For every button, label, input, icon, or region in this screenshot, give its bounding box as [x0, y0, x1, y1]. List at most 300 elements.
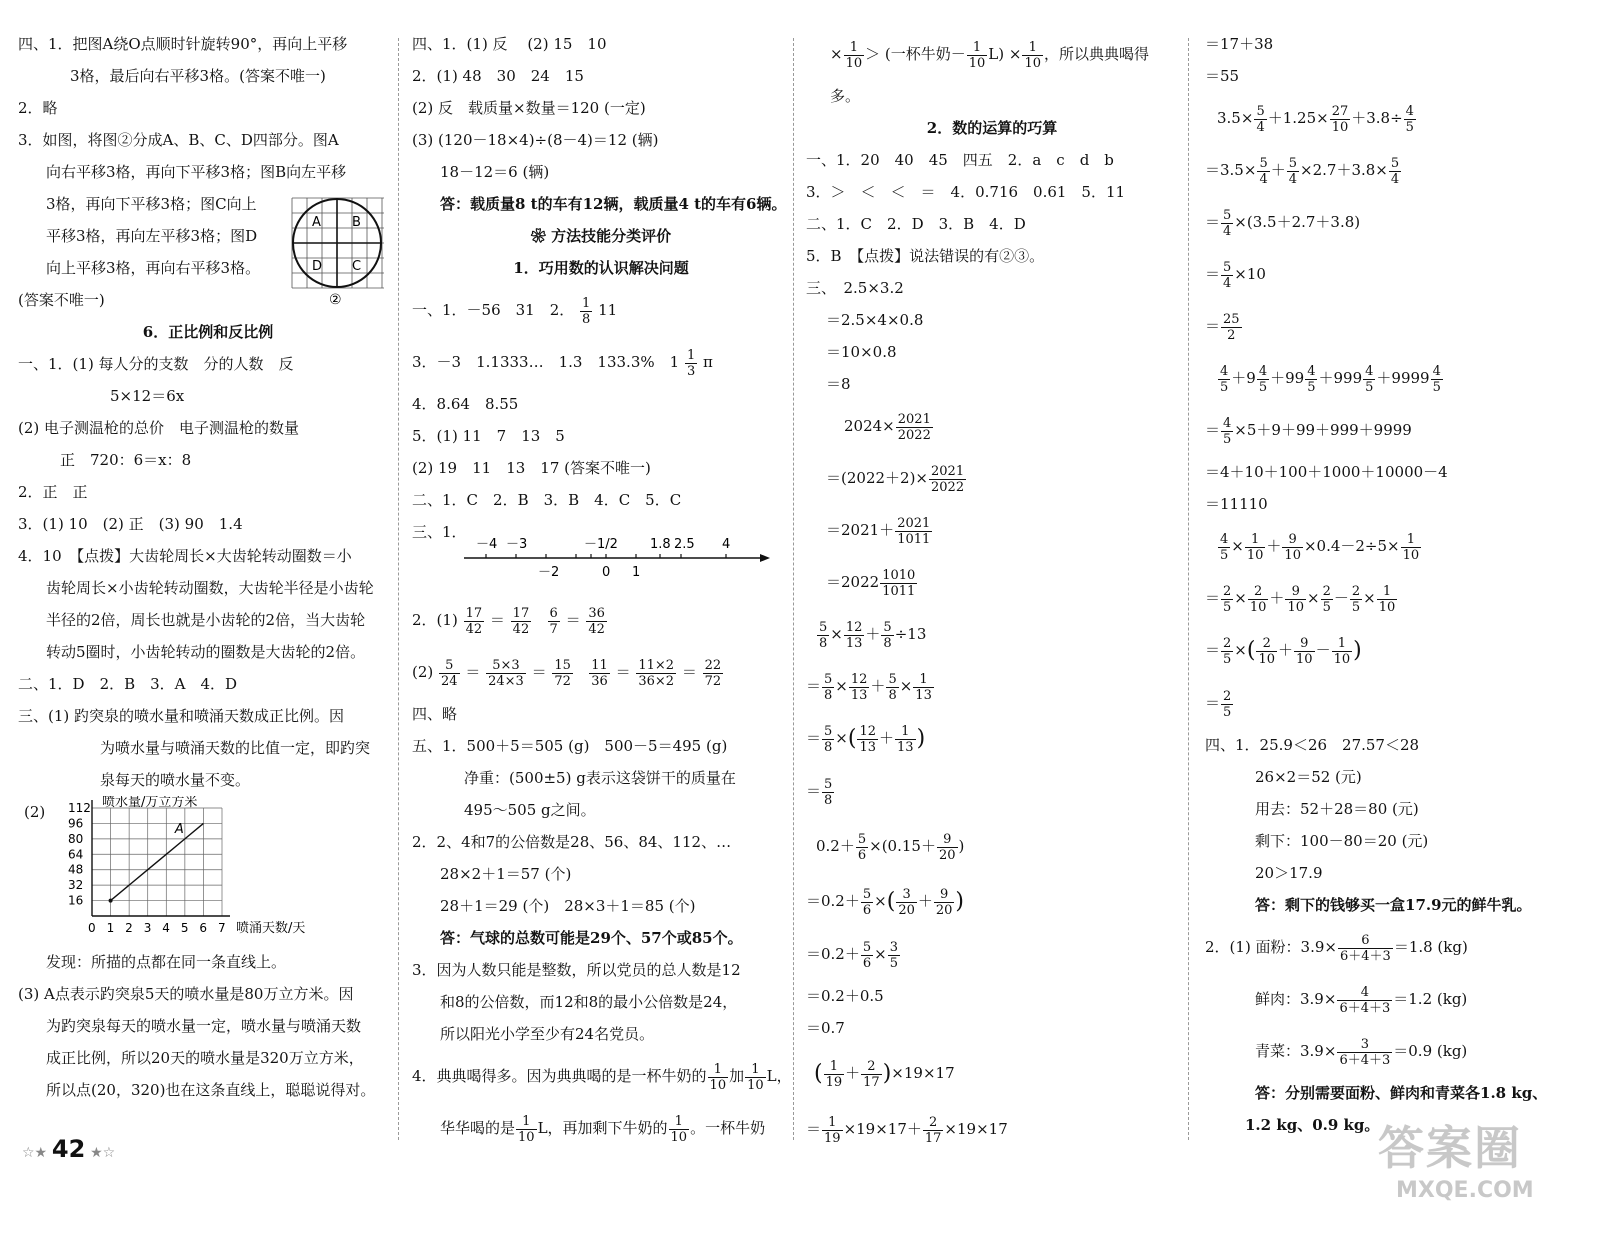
text-part: ×0.4－2÷5×	[1303, 537, 1400, 555]
paren: (	[1246, 638, 1256, 663]
equation-line	[806, 556, 1178, 608]
text-line: 二、1．C 2．D 3．B 4．D	[806, 215, 1026, 233]
equation-line	[1205, 1025, 1585, 1077]
text-part: 0.2＋	[816, 837, 855, 855]
page-footer	[22, 1135, 115, 1163]
text-line: 三、1．	[412, 523, 467, 541]
fraction: $\frac{1}{8}$	[582, 295, 591, 327]
equation-line	[1205, 921, 1585, 973]
fraction: $\frac{15}{72}$	[554, 657, 571, 689]
fraction: $\frac{5}{8}$	[888, 671, 897, 703]
text-line: ＝4＋10＋100＋1000＋10000－4	[1205, 463, 1448, 481]
answer-line: 1.2 kg、0.9 kg。	[1245, 1116, 1380, 1134]
operator: ＝	[806, 1120, 822, 1138]
answer-line: 答：气球的总数可能是29个、57个或85个。	[440, 929, 743, 947]
text-line: 3格，最后向右平移3格。(答案不唯一)	[70, 67, 326, 85]
equation-line	[1205, 144, 1585, 196]
x-tick-label: 0	[88, 921, 96, 935]
operator: ×	[1234, 213, 1247, 231]
text-line: ＝10×0.8	[826, 343, 897, 361]
fraction: $\frac{1}{10}$	[1378, 583, 1396, 615]
y-tick-label: 96	[68, 816, 84, 831]
text-line	[412, 336, 790, 388]
operator: ＝	[806, 677, 822, 695]
equation-line	[1205, 624, 1585, 677]
operator: ＋	[1269, 589, 1285, 607]
equation-line	[1205, 300, 1585, 352]
text-line: 五、1．500＋5＝505 (g) 500－5＝495 (g)	[412, 737, 728, 755]
fraction: $\frac{1}{10}$	[747, 1061, 764, 1093]
text-line: 四、1．把图A绕O点顺时针旋转90°，再向上平移	[18, 35, 348, 53]
fraction: $\frac{9}{20}$	[935, 886, 953, 918]
equation-line	[806, 765, 1178, 817]
text-part: π	[703, 353, 713, 371]
operator: ×	[1231, 537, 1244, 555]
fraction: $\frac{1}{19}$	[824, 1114, 841, 1146]
operator: ＝	[1205, 317, 1221, 335]
text-part: ×	[830, 45, 843, 63]
text-part: 加	[729, 1067, 745, 1085]
text-line: 4．10 【点拨】大齿轮周长×大齿轮转动圈数＝小	[18, 547, 352, 565]
fraction: $\frac{2021}{1011}$	[897, 515, 931, 547]
text-line: 多。	[830, 87, 861, 105]
text-line: 正 720：6＝x：8	[60, 451, 192, 469]
fraction: $\frac{2}{5}$	[1223, 688, 1232, 720]
operator: ＋	[1270, 161, 1286, 179]
fraction: $\frac{1}{3}$	[686, 347, 696, 379]
fraction: $\frac{11}{36}$	[591, 657, 608, 689]
column-4	[1205, 28, 1585, 1141]
text-part: 2．(1) 面粉：3.9×	[1205, 938, 1337, 956]
fraction: $\frac{4}{6+4+3}$	[1339, 984, 1391, 1016]
equation-line	[1205, 92, 1585, 144]
text-part: 。一杯牛奶	[690, 1119, 766, 1137]
text-line: ＝0.7	[806, 1019, 845, 1037]
text-part: ×19×17	[891, 1064, 955, 1082]
series-line	[111, 823, 204, 900]
paren: )	[1353, 638, 1362, 663]
fraction: $\frac{4}{5}$	[1307, 363, 1316, 395]
text-line: ＝17＋38	[1205, 35, 1274, 53]
text-part: ＝0.2＋	[806, 945, 860, 963]
tick-label: －1/2	[584, 537, 618, 552]
x-tick-label: 1	[106, 921, 115, 935]
text-part: 2．(1)	[412, 611, 458, 629]
equation-line	[1205, 404, 1585, 456]
tick-label: －4	[476, 537, 498, 552]
number-line	[460, 516, 780, 594]
text-line: 26×2＝52 (元)	[1255, 768, 1362, 786]
equation-line	[1205, 572, 1585, 624]
equation-line	[806, 452, 1178, 504]
data-point	[109, 899, 113, 903]
text-part: 鲜肉：3.9×	[1255, 990, 1337, 1008]
text-line: 2．略	[18, 99, 58, 117]
operator: ＋	[879, 729, 895, 747]
watermark-text: 答案圈	[1378, 1121, 1522, 1175]
text-part: ＝1.2 (kg)	[1393, 990, 1468, 1008]
fraction: $\frac{5}{4}$	[1223, 207, 1232, 239]
fraction: $\frac{36}{42}$	[588, 605, 605, 637]
point-label: A	[174, 821, 184, 837]
tick-label: 0	[602, 565, 611, 580]
answer-line: 答：载质量8 t的车有12辆，载质量4 t的车有6辆。	[440, 195, 787, 213]
fraction: $\frac{1}{10}$	[845, 39, 863, 71]
text-line: 为趵突泉每天的喷水量一定，喷水量与喷涌天数	[46, 1017, 362, 1035]
text-line: 转动5圈时，小齿轮转动的圈数是大齿轮的2倍。	[46, 643, 366, 661]
operator: ×	[835, 677, 848, 695]
fraction: $\frac{2021}{2022}$	[897, 411, 931, 443]
text-line: 二、1．D 2．B 3．A 4．D	[18, 675, 238, 693]
y-tick-label: 64	[68, 847, 84, 862]
text-part: ＝2021＋	[826, 521, 895, 539]
equation-line	[1205, 248, 1585, 300]
fraction: $\frac{4}{5}$	[1223, 415, 1232, 447]
circle-grid-figure	[290, 196, 390, 306]
text-line: 四、1．(1) 反 (2) 15 10	[412, 35, 607, 53]
fraction: $\frac{3}{5}$	[889, 939, 898, 971]
fraction: $\frac{3}{20}$	[898, 886, 915, 918]
operator: ×	[1363, 589, 1376, 607]
column-divider	[793, 38, 794, 1140]
x-tick-label: 3	[143, 921, 152, 935]
text-line: 3．(1) 10 (2) 正 (3) 90 1.4	[18, 515, 243, 533]
text-part: ，所以典典喝得	[1044, 45, 1150, 63]
operator: ＋	[845, 1064, 861, 1082]
fraction: $\frac{22}{72}$	[704, 657, 722, 689]
fraction: $\frac{5}{6}$	[862, 939, 872, 971]
text-line	[412, 1050, 790, 1102]
text-part: ＞ (一杯牛奶－	[865, 45, 966, 63]
operator: ＋	[865, 625, 881, 643]
text-line: 三、 2.5×3.2	[806, 279, 904, 297]
operator: ＋	[1266, 537, 1282, 555]
fraction: $\frac{2}{5}$	[1223, 583, 1232, 615]
fraction: $\frac{1}{10}$	[709, 1061, 727, 1093]
fraction: $\frac{2}{5}$	[1351, 583, 1361, 615]
section-heading: 6．正比例和反比例	[142, 323, 274, 341]
text-line: 3．如图，将图②分成A、B、C、D四部分。图A	[18, 131, 339, 149]
operator: ＝	[806, 782, 822, 800]
figure-label-b: B	[352, 215, 361, 230]
fraction: $\frac{12}{13}$	[859, 723, 877, 755]
operator: ＝	[1205, 694, 1221, 712]
fraction: $\frac{1}{10}$	[968, 39, 986, 71]
operator: ＝	[1205, 421, 1221, 439]
text-line: ＝8	[826, 375, 851, 393]
fraction: $\frac{4}{5}$	[1220, 531, 1229, 563]
fraction: $\frac{1}{10}$	[670, 1113, 688, 1145]
equation-line	[806, 817, 1178, 875]
operator: ×	[1234, 589, 1247, 607]
fraction: $\frac{1}{10}$	[518, 1113, 535, 1145]
fraction: $\frac{1}{10}$	[1024, 39, 1041, 71]
equation-line	[1205, 352, 1585, 404]
text-part: ×19×17	[944, 1120, 1008, 1138]
operator: ＝	[1205, 265, 1221, 283]
fraction: $\frac{2}{17}$	[924, 1114, 942, 1146]
text-part: ×10	[1234, 265, 1266, 283]
fraction: $\frac{2}{10}$	[1249, 583, 1267, 615]
equation-line	[806, 400, 1178, 452]
fraction: $\frac{6}{6+4+3}$	[1339, 932, 1391, 964]
text-part: 2024×	[844, 417, 895, 435]
answer-line: 答：剩下的钱够买一盒17.9元的鲜牛乳。	[1255, 896, 1532, 914]
text-line: 三、(1) 趵突泉的喷水量和喷涌天数成正比例。因	[18, 707, 345, 725]
text-line: (2)	[24, 803, 46, 821]
operator: ＋	[870, 677, 886, 695]
text-part: ＝(2022＋2)×	[826, 469, 928, 487]
fraction: $\frac{5}{4}$	[1256, 103, 1265, 135]
text-line: 5×12＝6x	[110, 387, 185, 405]
fraction: $\frac{1}{19}$	[825, 1058, 843, 1090]
text-line: 四、1．25.9＜26 27.57＜28	[1205, 736, 1420, 754]
text-part: ＝2022	[826, 573, 880, 591]
x-axis-label: 喷涌天数/天	[236, 921, 306, 936]
text-part: L，再加剩下牛奶的	[537, 1119, 668, 1137]
tick-label: －2	[538, 565, 560, 580]
text-line: 3格，再向下平移3格；图C向上	[46, 195, 257, 213]
fraction: $\frac{4}{5}$	[1405, 103, 1414, 135]
text-line: 3．＞ ＜ ＜ ＝ 4．0.716 0.61 5．11	[806, 183, 1126, 201]
tick-label: 2.5	[674, 537, 695, 552]
fraction: $\frac{5}{8}$	[824, 723, 833, 755]
text-line: 半径的2倍，周长也就是小齿轮的2倍，当大齿轮	[46, 611, 366, 629]
text-line: ＝55	[1205, 67, 1240, 85]
text-line: 向右平移3格，再向下平移3格；图B向左平移	[46, 163, 347, 181]
text-line: 用去：52＋28＝80 (元)	[1255, 800, 1419, 818]
text-line: (2) $\frac{5}{24}$ ＝ $\frac{5\times 3}{24\times 3}$ ＝ $\frac{15}{72}$ $\frac{11}{36}$ ＝ $\frac{11\times 2}{36\times 2}$ ＝ $\frac{22}{72}$	[412, 657, 722, 689]
operator: ＋	[917, 892, 933, 910]
text-part: 一、1．－56 31 2．	[412, 301, 575, 319]
figure-label-c: C	[352, 259, 362, 274]
operator: ×	[899, 677, 913, 695]
text-part: 11	[598, 301, 618, 319]
operator: ＝	[806, 729, 822, 747]
equation-line	[1205, 677, 1585, 729]
text-line: 3．因为人数只能是整数，所以党员的总人数是12	[412, 961, 741, 979]
equation-line: $\frac{5}{8}$ × $\frac{12}{13}$ ＋ $\frac{5}{8}$ ÷13	[819, 619, 927, 651]
text-line: 平移3格，再向左平移3格；图D	[46, 227, 258, 245]
fraction: $\frac{17}{42}$	[512, 605, 530, 637]
operator: ＋	[1278, 641, 1294, 659]
section-heading	[412, 220, 790, 252]
fraction: $\frac{12}{13}$	[850, 671, 868, 703]
y-tick-label: 32	[68, 878, 84, 893]
text-line: (2) 电子测温枪的总价 电子测温枪的数量	[18, 419, 300, 437]
text-line: 18－12＝6 (辆)	[440, 163, 550, 181]
text-line: 2．2、4和7的公倍数是28、56、84、112、…	[412, 833, 732, 851]
operator: ×	[874, 892, 887, 910]
text-line: 20＞17.9	[1255, 864, 1323, 882]
watermark-url: MXQE.COM	[1396, 1178, 1534, 1203]
text-line: (2) 19 11 13 17 (答案不唯一)	[412, 459, 651, 477]
text-part: 华华喝的是	[440, 1119, 516, 1137]
text-line: 2．正 正	[18, 483, 88, 501]
fraction: $\frac{2}{5}$	[1223, 635, 1232, 667]
x-tick-label: 2	[125, 921, 133, 935]
operator: ＝	[1205, 641, 1221, 659]
heading-text: 方法技能分类评价	[551, 227, 672, 245]
tick-label: 1.8	[650, 537, 671, 552]
figure-number: ②	[329, 292, 342, 306]
operator: －	[1315, 641, 1331, 659]
fraction: $\frac{11\times 2}{36\times 2}$	[638, 657, 675, 689]
text-part: )	[958, 837, 965, 855]
x-tick-label: 4	[162, 921, 170, 935]
y-tick-label: 80	[68, 831, 84, 846]
fraction: $\frac{5}{4}$	[1288, 155, 1298, 187]
text-line: 所以阳光小学至少有24名党员。	[440, 1025, 655, 1043]
fraction: $\frac{5}{6}$	[857, 831, 867, 863]
text-line: 5．(1) 11 7 13 5	[412, 427, 565, 445]
figure-label-d: D	[312, 259, 323, 274]
fraction: $\frac{5}{8}$	[824, 776, 833, 808]
text-line: 一、1．20 40 45 四五 2．a c d b	[806, 151, 1114, 169]
equation-line: ( $\frac{1}{19}$ ＋ $\frac{2}{17}$ )×19×17	[814, 1058, 955, 1090]
fraction: $\frac{4}{5}$	[1220, 363, 1229, 395]
text-part: ＋3.8÷	[1351, 109, 1403, 127]
fraction: $\frac{25}{2}$	[1223, 311, 1240, 343]
operator: －	[1333, 589, 1349, 607]
text-line: 和8的公倍数，而12和8的最小公倍数是24，	[440, 993, 738, 1011]
text-line: 二、1．C 2．B 3．B 4．C 5．C	[412, 491, 682, 509]
text-line: 5．B 【点拨】说法错误的有②③。	[806, 247, 1045, 265]
fraction: $\frac{5}{4}$	[1390, 155, 1400, 187]
text-line: 495～505 g之间。	[464, 801, 596, 819]
text-part: L) ×	[988, 45, 1022, 63]
fraction: $\frac{27}{10}$	[1331, 103, 1349, 135]
fraction: $\frac{5}{24}$	[441, 657, 458, 689]
fraction: $\frac{2021}{2022}$	[931, 463, 965, 495]
text-line: (答案不唯一)	[18, 291, 105, 309]
y-axis-label: 喷水量/万立方米	[102, 796, 198, 810]
y-tick-label: 16	[68, 893, 84, 908]
text-line: 4．8.64 8.55	[412, 395, 519, 413]
equation-line	[806, 504, 1178, 556]
fraction: $\frac{5}{8}$	[824, 671, 833, 703]
text-part: ×5＋9＋99＋999＋9999	[1234, 421, 1412, 439]
equation-line	[1205, 520, 1585, 572]
text-part: ×19×17＋	[843, 1120, 922, 1138]
operator: ×	[830, 625, 843, 643]
fraction: $\frac{4}{5}$	[1258, 363, 1268, 395]
text-part: 3．－3 1.1333… 1.3 133.3% 1	[412, 353, 680, 371]
fraction: $\frac{3}{6+4+3}$	[1339, 1036, 1391, 1068]
text-part: ＋9	[1231, 369, 1256, 387]
text-part: ＋1.25×	[1267, 109, 1329, 127]
text-line: 四、略	[412, 705, 458, 723]
equation-line	[806, 928, 1178, 980]
text-line: 2．(1) 48 30 24 15	[412, 67, 584, 85]
equation-line: ＝ $\frac{5}{8}$ ×( $\frac{12}{13}$ ＋ $\frac{1}{13}$ )	[806, 723, 926, 755]
fraction: $\frac{5}{4}$	[1259, 155, 1268, 187]
text-line: ＝0.2＋0.5	[806, 987, 884, 1005]
paw-icon: ❀	[530, 227, 552, 245]
star-icon: ★☆	[90, 1145, 116, 1161]
text-line: 净重：(500±5) g表示这袋饼干的质量在	[464, 769, 736, 787]
text-part: ×2.7＋3.8×	[1300, 161, 1388, 179]
text-line: 剩下：100－80＝20 (元)	[1255, 832, 1429, 850]
text-line: 2．(1) $\frac{17}{42}$ ＝ $\frac{17}{42}$ $\frac{6}{7}$ ＝ $\frac{36}{42}$	[412, 605, 605, 637]
fraction: $\frac{5}{6}$	[862, 886, 872, 918]
star-icon: ☆★	[22, 1145, 48, 1161]
text-line: (3) A点表示趵突泉5天的喷水量是80万立方米。因	[18, 985, 354, 1003]
operator: ×	[835, 729, 848, 747]
fraction: $\frac{5}{4}$	[1223, 259, 1232, 291]
column-2	[412, 28, 790, 1154]
text-line: 所以点(20，320)也在这条直线上，聪聪说得对。	[46, 1081, 376, 1099]
x-tick-label: 6	[199, 921, 208, 935]
figure-label-a: A	[312, 215, 321, 230]
fraction: $\frac{9}{20}$	[938, 831, 956, 863]
fraction: $\frac{2}{5}$	[1322, 583, 1331, 615]
page-number: 42	[51, 1135, 86, 1163]
column-1	[18, 28, 398, 1106]
fraction: $\frac{1}{13}$	[915, 671, 932, 703]
equation-line	[806, 660, 1178, 712]
text-part: ＝0.2＋	[806, 892, 860, 910]
text-line: ＝11110	[1205, 495, 1268, 513]
fraction: $\frac{1}{10}$	[1246, 531, 1264, 563]
text-part: 4．典典喝得多。因为典典喝的是一杯牛奶的	[412, 1067, 707, 1085]
text-line: 28＋1＝29 (个) 28×3＋1＝85 (个)	[440, 897, 696, 915]
fraction: $\frac{1010}{1011}$	[882, 567, 916, 599]
fraction: $\frac{5}{8}$	[819, 619, 828, 651]
fraction: $\frac{4}{5}$	[1432, 363, 1441, 395]
equation-line	[806, 1103, 1178, 1155]
fraction: $\frac{4}{5}$	[1365, 363, 1374, 395]
fraction: $\frac{1}{10}$	[1402, 531, 1420, 563]
answer-line: 答：分别需要面粉、鲜肉和青菜各1.8 kg、	[1255, 1084, 1548, 1102]
text-part: (2)	[412, 663, 434, 681]
fraction: $\frac{17}{42}$	[465, 605, 483, 637]
x-tick-label: 7	[218, 921, 226, 935]
equation-line	[1205, 196, 1585, 248]
text-line	[412, 284, 790, 336]
text-line	[412, 1102, 790, 1154]
column-divider	[1188, 38, 1189, 1140]
fraction: $\frac{5}{8}$	[883, 619, 892, 651]
fraction: $\frac{9}{10}$	[1284, 531, 1301, 563]
text-part: 3.5×	[1217, 109, 1254, 127]
text-line: 一、1．(1) 每人分的支数 分的人数 反	[18, 355, 294, 373]
column-divider	[398, 38, 399, 1140]
operator: ×	[874, 945, 887, 963]
fraction: $\frac{5\times 3}{24\times 3}$	[488, 657, 524, 689]
section-subheading: 2．数的运算的巧算	[926, 119, 1058, 137]
operator: ×	[1306, 589, 1320, 607]
fraction: $\frac{2}{10}$	[1258, 635, 1276, 667]
fraction: $\frac{9}{10}$	[1296, 635, 1313, 667]
text-line: 为喷水量与喷涌天数的比值一定，即趵突	[100, 739, 371, 757]
operator: ×	[1234, 641, 1247, 659]
tick-label: －3	[506, 537, 528, 552]
text-line: 向上平移3格，再向右平移3格。	[46, 259, 261, 277]
fraction: $\frac{1}{13}$	[897, 723, 914, 755]
text-part: ＝1.8 (kg)	[1393, 938, 1468, 956]
text-line: 发现：所描的点都在同一条直线上。	[46, 953, 287, 971]
text-line: (3) (120－18×4)÷(8－4)＝12 (辆)	[412, 131, 659, 149]
y-tick-label: 48	[68, 862, 84, 877]
text-part: ＋99	[1270, 369, 1305, 387]
text-line: ＝2.5×4×0.8	[826, 311, 924, 329]
fraction: $\frac{1}{10}$	[1333, 635, 1351, 667]
fraction: $\frac{9}{10}$	[1287, 583, 1304, 615]
text-part: L，	[766, 1067, 792, 1085]
text-part: ＝3.5×	[1205, 161, 1257, 179]
tick-label: 1	[632, 565, 641, 580]
